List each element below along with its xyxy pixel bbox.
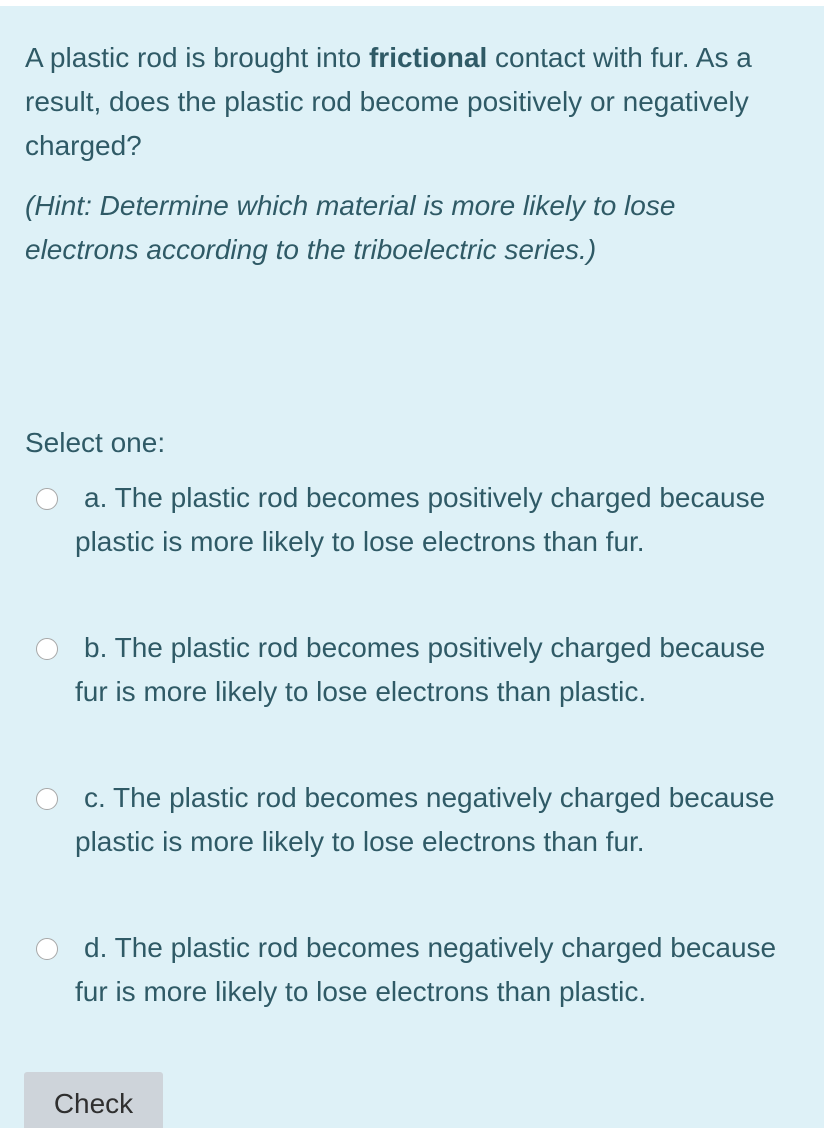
question-panel — [0, 6, 824, 1128]
question-text-start: A plastic rod is brought into — [25, 42, 369, 73]
radio-button-b[interactable] — [36, 638, 58, 660]
check-button[interactable]: Check — [24, 1072, 163, 1128]
question-bold-term: frictional — [368, 42, 488, 73]
answer-option-c-label[interactable]: c. The plastic rod becomes negatively charged because plastic is more likely to lose electrons than fur. — [75, 782, 775, 857]
answer-option-b-label[interactable]: b. The plastic rod becomes positively charged because fur is more likely to lose electrons than plastic. — [75, 632, 766, 707]
radio-button-a[interactable] — [36, 488, 58, 510]
select-one-label: Select one: — [25, 427, 166, 458]
radio-button-d[interactable] — [36, 938, 58, 960]
question-hint: (Hint: Determine which material is more likely to lose electrons according to the triboelectric series.) — [25, 190, 676, 265]
answer-option-a-label[interactable]: a. The plastic rod becomes positively charged because plastic is more likely to lose electrons than fur. — [75, 482, 766, 557]
question-text — [25, 36, 795, 168]
question-text-end: contact with fur. As a result, does the plastic rod become positively or negatively charged? — [25, 42, 752, 161]
radio-button-c[interactable] — [36, 788, 58, 810]
answer-option-d-label[interactable]: d. The plastic rod becomes negatively charged because fur is more likely to lose electrons than plastic. — [75, 932, 777, 1007]
